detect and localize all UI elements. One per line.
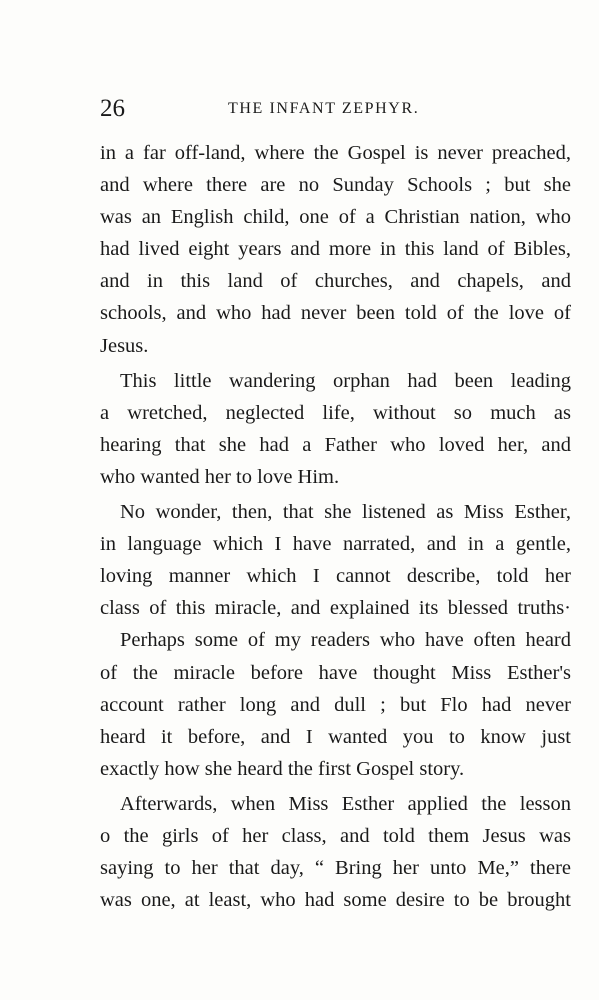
text-line: of the miracle before have thought Miss Esther's xyxy=(100,661,571,684)
text-line: was an English child, one of a Christian nation, who xyxy=(100,206,571,229)
text-line: schools, and who had never been told of the love of xyxy=(100,302,571,325)
text-line: a wretched, neglected life, without so much as xyxy=(100,401,571,424)
text-line: o the girls of her class, and told them Jesus was xyxy=(100,824,571,847)
text-line: loving manner which I cannot describe, told her xyxy=(100,565,571,588)
text-line: in language which I have narrated, and in a gentle, xyxy=(100,533,571,556)
text-line: account rather long and dull ; but Flo had never xyxy=(100,693,571,716)
text-line: hearing that she had a Father who loved her, and xyxy=(100,433,571,456)
text-line: Jesus. xyxy=(100,334,149,357)
running-title: THE INFANT ZEPHYR. xyxy=(228,100,420,117)
text-line: Afterwards, when Miss Esther applied the lesson xyxy=(120,792,571,815)
body-text xyxy=(100,137,571,916)
text-line: had lived eight years and more in this land of Bibles, xyxy=(100,238,571,261)
text-line: heard it before, and I wanted you to know just xyxy=(100,725,571,748)
text-line: saying to her that day, “ Bring her unto Me,” there xyxy=(100,857,571,880)
text-line: in a far off-land, where the Gospel is never preached, xyxy=(100,142,571,164)
text-line: and in this land of churches, and chapels, and xyxy=(100,270,571,293)
text-line: exactly how she heard the first Gospel story. xyxy=(100,757,465,780)
text-line: who wanted her to love Him. xyxy=(100,465,340,488)
running-header xyxy=(100,94,571,124)
text-line: This little wandering orphan had been leading xyxy=(120,369,571,392)
text-line: and where there are no Sunday Schools ; but she xyxy=(100,174,571,197)
text-line: No wonder, then, that she listened as Miss Esther, xyxy=(120,501,571,524)
text-line: class of this miracle, and explained its blessed truths· xyxy=(100,597,571,620)
text-line: was one, at least, who had some desire to be brought xyxy=(100,889,571,912)
page-number: 26 xyxy=(100,95,125,122)
text-line: Perhaps some of my readers who have often heard xyxy=(120,629,571,652)
